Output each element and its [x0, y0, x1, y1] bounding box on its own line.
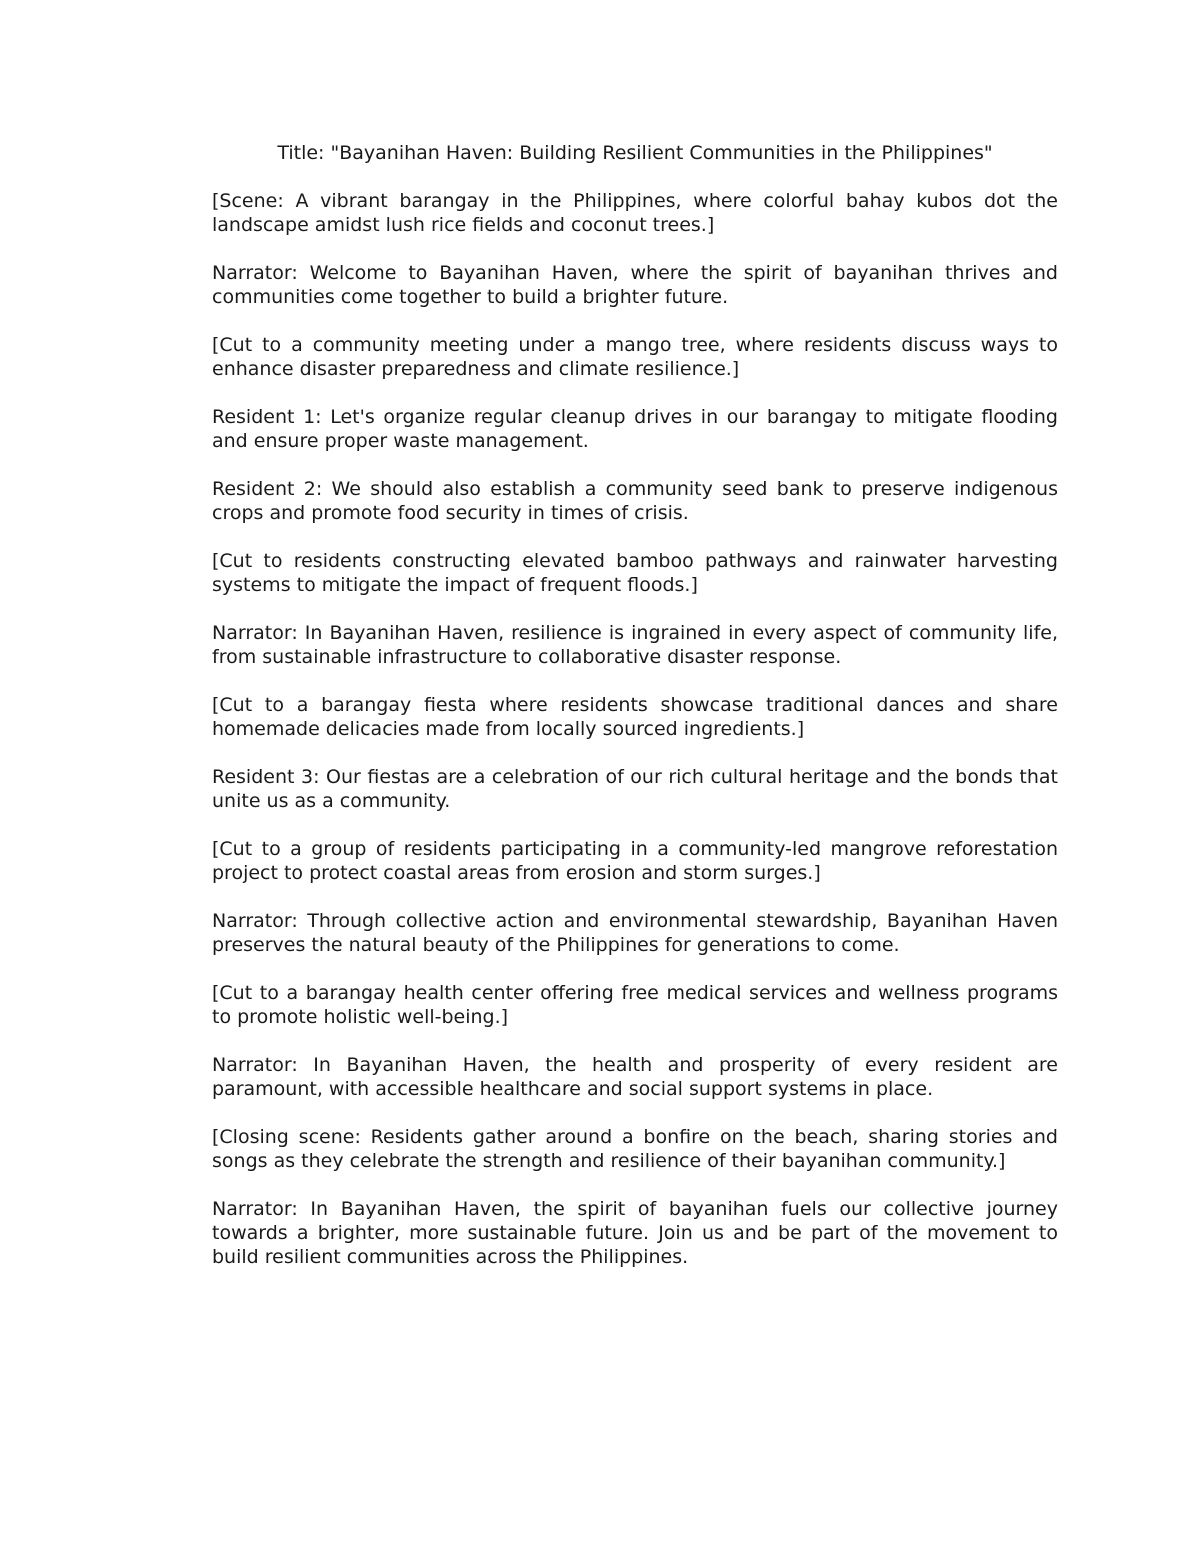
paragraph-cut-health-center: [Cut to a barangay health center offering free medical services and wellness programs to promote holistic well-being.] — [212, 982, 1058, 1028]
paragraph-scene-opening: [Scene: A vibrant barangay in the Philippines, where colorful bahay kubos dot the landscape amidst lush rice fields and coconut trees.] — [212, 190, 1058, 236]
paragraph-narrator-resilience: Narrator: In Bayanihan Haven, resilience is ingrained in every aspect of community life, from sustainable infrastructure to collaborative disaster response. — [212, 622, 1058, 668]
paragraph-resident-2: Resident 2: We should also establish a community seed bank to preserve indigenous crops and promote food security in times of crisis. — [212, 478, 1058, 524]
paragraph-closing-scene: [Closing scene: Residents gather around a bonfire on the beach, sharing stories and songs as they celebrate the strength and resilience of their bayanihan community.] — [212, 1126, 1058, 1172]
paragraph-resident-1: Resident 1: Let's organize regular cleanup drives in our barangay to mitigate flooding and ensure proper waste management. — [212, 406, 1058, 452]
document-title: Title: "Bayanihan Haven: Building Resilient Communities in the Philippines" — [277, 142, 993, 164]
paragraph-cut-community-meeting: [Cut to a community meeting under a mango tree, where residents discuss ways to enhance disaster preparedness and climate resilience.] — [212, 334, 1058, 380]
paragraph-resident-3: Resident 3: Our fiestas are a celebration of our rich cultural heritage and the bonds that unite us as a community. — [212, 766, 1058, 812]
document-body — [212, 141, 1058, 1293]
paragraph-cut-fiesta: [Cut to a barangay fiesta where residents showcase traditional dances and share homemade delicacies made from locally sourced ingredients.] — [212, 694, 1058, 740]
paragraph-narrator-health: Narrator: In Bayanihan Haven, the health and prosperity of every resident are paramount, with accessible healthcare and social support systems in place. — [212, 1054, 1058, 1100]
paragraph-narrator-closing: Narrator: In Bayanihan Haven, the spirit of bayanihan fuels our collective journey towards a brighter, more sustainable future. Join us and be part of the movement to build resilient communities across the Philippines. — [212, 1198, 1058, 1268]
paragraph-narrator-welcome: Narrator: Welcome to Bayanihan Haven, where the spirit of bayanihan thrives and communities come together to build a brighter future. — [212, 262, 1058, 308]
paragraph-narrator-stewardship: Narrator: Through collective action and environmental stewardship, Bayanihan Haven preserves the natural beauty of the Philippines for generations to come. — [212, 910, 1058, 956]
paragraph-cut-bamboo-pathways: [Cut to residents constructing elevated bamboo pathways and rainwater harvesting systems to mitigate the impact of frequent floods.] — [212, 550, 1058, 596]
paragraph-cut-mangrove: [Cut to a group of residents participating in a community-led mangrove reforestation project to protect coastal areas from erosion and storm surges.] — [212, 838, 1058, 884]
